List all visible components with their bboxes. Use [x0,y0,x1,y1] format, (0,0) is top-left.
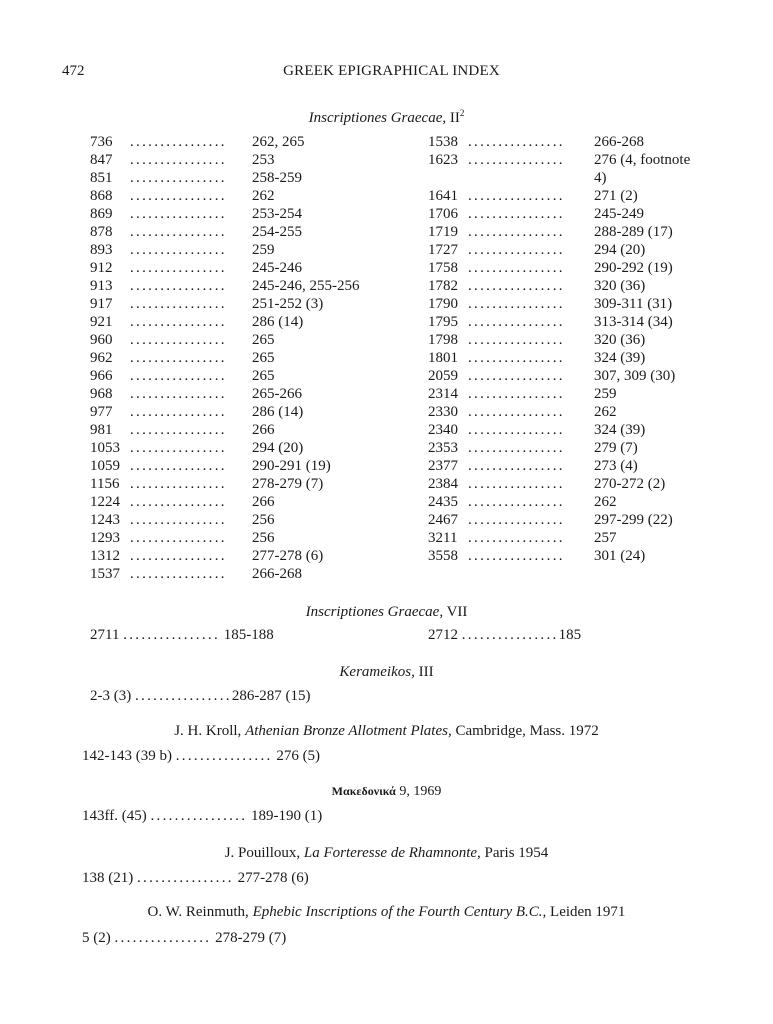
ig2-left-column [90,133,390,583]
page-reference: 273 (4) [594,458,638,474]
section-heading-ig7: Inscriptiones Graecae, VII [305,604,468,620]
entry-number: 1790 [428,296,458,312]
dot-leader: ................ [468,278,565,294]
index-entry [90,187,390,205]
dot-leader: ................ [130,350,227,366]
section-heading-pouilloux: J. Pouilloux, La Forteresse de Rhamnonte, Paris 1954 [224,845,549,861]
dot-leader: ................ [468,512,565,528]
index-entry [428,403,728,421]
section-heading-kerameikos: Kerameikos, III [339,664,434,680]
entry-number: 2467 [428,512,458,528]
index-entry: 143ff. (45) ................ 189-190 (1) [82,808,323,824]
dot-leader: ................ [130,224,227,240]
index-entry [428,439,728,457]
entry-number: 1053 [90,440,120,456]
dot-leader: ................ [130,242,227,258]
entry-number: 977 [90,404,113,420]
dot-leader: ................ [468,296,565,312]
dot-leader: ................ [468,476,565,492]
entry-number: 2314 [428,386,458,402]
index-entry [428,511,728,529]
page-reference: 290-292 (19) [594,260,673,276]
page-reference: 288-289 (17) [594,224,673,240]
index-entry [428,241,728,259]
page-reference: 320 (36) [594,332,646,348]
index-entry: 2-3 (3) ................286-287 (15) [90,688,311,704]
page-reference: 265 [252,332,275,348]
ig2-right-column [428,133,728,565]
index-entry [90,547,390,565]
entry-number: 962 [90,350,113,366]
index-entry [90,259,390,277]
entry-number: 2377 [428,458,458,474]
entry-number: 1312 [90,548,120,564]
entry-number: 868 [90,188,113,204]
index-entry: 138 (21) ................ 277-278 (6) [82,870,309,886]
index-entry [90,295,390,313]
entry-number: 1719 [428,224,458,240]
index-entry [90,565,390,583]
page-reference: 256 [252,530,275,546]
section-heading-ig2: Inscriptiones Graecae, $II^2$ [308,108,465,126]
running-head: GREEK EPIGRAPHICAL INDEX [283,63,500,79]
entry-number: 1727 [428,242,458,258]
index-entry [428,367,728,385]
entry-number: 913 [90,278,113,294]
dot-leader: ................ [468,314,565,330]
dot-leader: ................ [468,350,565,366]
dot-leader: ................ [130,476,227,492]
dot-leader: ................ [130,170,227,186]
entry-number: 2384 [428,476,458,492]
entry-number: 847 [90,152,113,168]
page-reference: 262, 265 [252,134,305,150]
page-reference: 253-254 [252,206,302,222]
page-reference: 266 [252,422,275,438]
dot-leader: ................ [130,152,227,168]
index-entry [428,547,728,565]
entry-number: 851 [90,170,113,186]
entry-number: 1293 [90,530,120,546]
entry-number: 912 [90,260,113,276]
index-entry [428,313,728,331]
index-entry [90,529,390,547]
index-entry [90,331,390,349]
page-reference: 259 [252,242,275,258]
index-entry [90,439,390,457]
entry-number: 1798 [428,332,458,348]
index-entry [428,385,728,403]
index-entry [90,349,390,367]
index-entry [428,529,728,547]
page-reference: 324 (39) [594,350,646,366]
dot-leader: ................ [130,530,227,546]
dot-leader: ................ [468,152,565,168]
entry-number: 893 [90,242,113,258]
page-reference: 265 [252,368,275,384]
dot-leader: ................ [130,206,227,222]
entry-number: 1801 [428,350,458,366]
page-reference: 297-299 (22) [594,512,673,528]
entry-number: 1537 [90,566,120,582]
entry-number: 869 [90,206,113,222]
dot-leader: ................ [130,134,227,150]
page-reference: 278-279 (7) [252,476,324,492]
entry-number: 1706 [428,206,458,222]
index-entry: 142-143 (39 b) ................ 276 (5) [82,748,321,764]
dot-leader: ................ [468,224,565,240]
index-entry [90,493,390,511]
index-entry [90,277,390,295]
index-entry [428,475,728,493]
index-entry [428,277,728,295]
page-reference: 251-252 (3) [252,296,324,312]
page-reference: 270-272 (2) [594,476,666,492]
page-reference: 271 (2) [594,188,638,204]
index-entry [428,295,728,313]
entry-number: 1538 [428,134,458,150]
dot-leader: ................ [130,368,227,384]
section-heading-kroll: J. H. Kroll, Athenian Bronze Allotment Plates, Cambridge, Mass. 1972 [174,723,599,739]
page-reference: 307, 309 (30) [594,368,676,384]
dot-leader: ................ [130,278,227,294]
index-entry [428,331,728,349]
dot-leader: ................ [468,548,565,564]
page-reference: 265 [252,350,275,366]
index-entry [90,205,390,223]
dot-leader: ................ [468,134,565,150]
index-entry [90,385,390,403]
index-entry: 2711 ................ 185-188 [90,627,274,643]
dot-leader: ................ [130,332,227,348]
dot-leader: ................ [130,548,227,564]
page-reference: 257 [594,530,617,546]
dot-leader: ................ [130,404,227,420]
index-entry [428,133,728,151]
index-entry [428,493,728,511]
entry-number: 921 [90,314,113,330]
index-entry [90,367,390,385]
index-entry: 5 (2) ................ 278-279 (7) [82,930,287,946]
page-reference: 265-266 [252,386,302,402]
dot-leader: ................ [130,422,227,438]
index-entry [90,169,390,187]
entry-number: 1782 [428,278,458,294]
entry-number: 3558 [428,548,458,564]
entry-number: 878 [90,224,113,240]
index-entry [90,421,390,439]
dot-leader: ................ [130,458,227,474]
page-reference: 277-278 (6) [252,548,324,564]
entry-number: 917 [90,296,113,312]
index-entry [90,475,390,493]
index-entry [428,421,728,439]
dot-leader: ................ [468,422,565,438]
dot-leader: ................ [468,458,565,474]
entry-number: 1059 [90,458,120,474]
page-reference: 294 (20) [252,440,304,456]
page-reference: 259 [594,386,617,402]
entry-number: 3211 [428,530,458,546]
index-entry [90,313,390,331]
entry-number: 1758 [428,260,458,276]
index-entry [90,133,390,151]
entry-number: 1623 [428,152,458,168]
dot-leader: ................ [130,494,227,510]
index-entry [428,457,728,475]
dot-leader: ................ [130,260,227,276]
entry-number: 2435 [428,494,458,510]
dot-leader: ................ [468,386,565,402]
page-reference: 276 (4, footnote [594,152,691,168]
entry-number: 2353 [428,440,458,456]
page-reference: 262 [594,494,617,510]
index-entry: 2712 ................185 [428,627,582,643]
index-entry [428,349,728,367]
page-reference: 320 (36) [594,278,646,294]
page-reference: 245-246, 255-256 [252,278,360,294]
entry-number: 2059 [428,368,458,384]
dot-leader: ................ [130,440,227,456]
page-reference: 4) [594,170,607,186]
dot-leader: ................ [130,296,227,312]
dot-leader: ................ [130,512,227,528]
entry-number: 966 [90,368,113,384]
page-reference: 245-249 [594,206,644,222]
page-reference: 279 (7) [594,440,638,456]
page-reference: 313-314 (34) [594,314,673,330]
page-reference: 254-255 [252,224,302,240]
index-entry [90,223,390,241]
entry-number: 968 [90,386,113,402]
dot-leader: ................ [468,440,565,456]
page-reference: 256 [252,512,275,528]
entry-number: 1795 [428,314,458,330]
dot-leader: ................ [468,530,565,546]
page-reference: 290-291 (19) [252,458,331,474]
page-reference: 266-268 [252,566,302,582]
page-reference: 262 [252,188,275,204]
dot-leader: ................ [468,188,565,204]
page-reference: 245-246 [252,260,302,276]
page-reference: 266-268 [594,134,644,150]
dot-leader: ................ [130,386,227,402]
entry-number: 2330 [428,404,458,420]
index-entry [428,187,728,205]
dot-leader: ................ [130,566,227,582]
dot-leader: ................ [468,368,565,384]
page-reference: 286 (14) [252,404,304,420]
index-entry [90,403,390,421]
entry-number: 981 [90,422,113,438]
entry-number: 736 [90,134,113,150]
index-entry [90,151,390,169]
page-reference: 258-259 [252,170,302,186]
index-entry [428,151,728,169]
section-heading-makedonika: Μακεδονικά 9, 1969 [331,784,442,799]
page-reference: 253 [252,152,275,168]
dot-leader: ................ [468,494,565,510]
dot-leader: ................ [468,332,565,348]
entry-number: 1156 [90,476,120,492]
dot-leader: ................ [468,404,565,420]
page-reference: 266 [252,494,275,510]
entry-number: 1641 [428,188,458,204]
dot-leader: ................ [468,206,565,222]
page-reference: 262 [594,404,617,420]
index-entry [90,511,390,529]
entry-number: 2340 [428,422,458,438]
index-entry [428,169,728,187]
page-reference: 294 (20) [594,242,646,258]
index-entry [90,457,390,475]
page-reference: 286 (14) [252,314,304,330]
dot-leader: ................ [130,188,227,204]
page-number: 472 [62,63,85,79]
entry-number: 1224 [90,494,120,510]
page-reference: 309-311 (31) [594,296,673,312]
index-entry [428,205,728,223]
index-entry [90,241,390,259]
page-reference: 301 (24) [594,548,646,564]
dot-leader: ................ [468,242,565,258]
entry-number: 1243 [90,512,120,528]
page-reference: 324 (39) [594,422,646,438]
index-entry [428,223,728,241]
dot-leader: ................ [130,314,227,330]
section-heading-reinmuth: O. W. Reinmuth, Ephebic Inscriptions of the Fourth Century B.C., Leiden 1971 [147,904,626,920]
index-entry [428,259,728,277]
dot-leader: ................ [468,260,565,276]
entry-number: 960 [90,332,113,348]
